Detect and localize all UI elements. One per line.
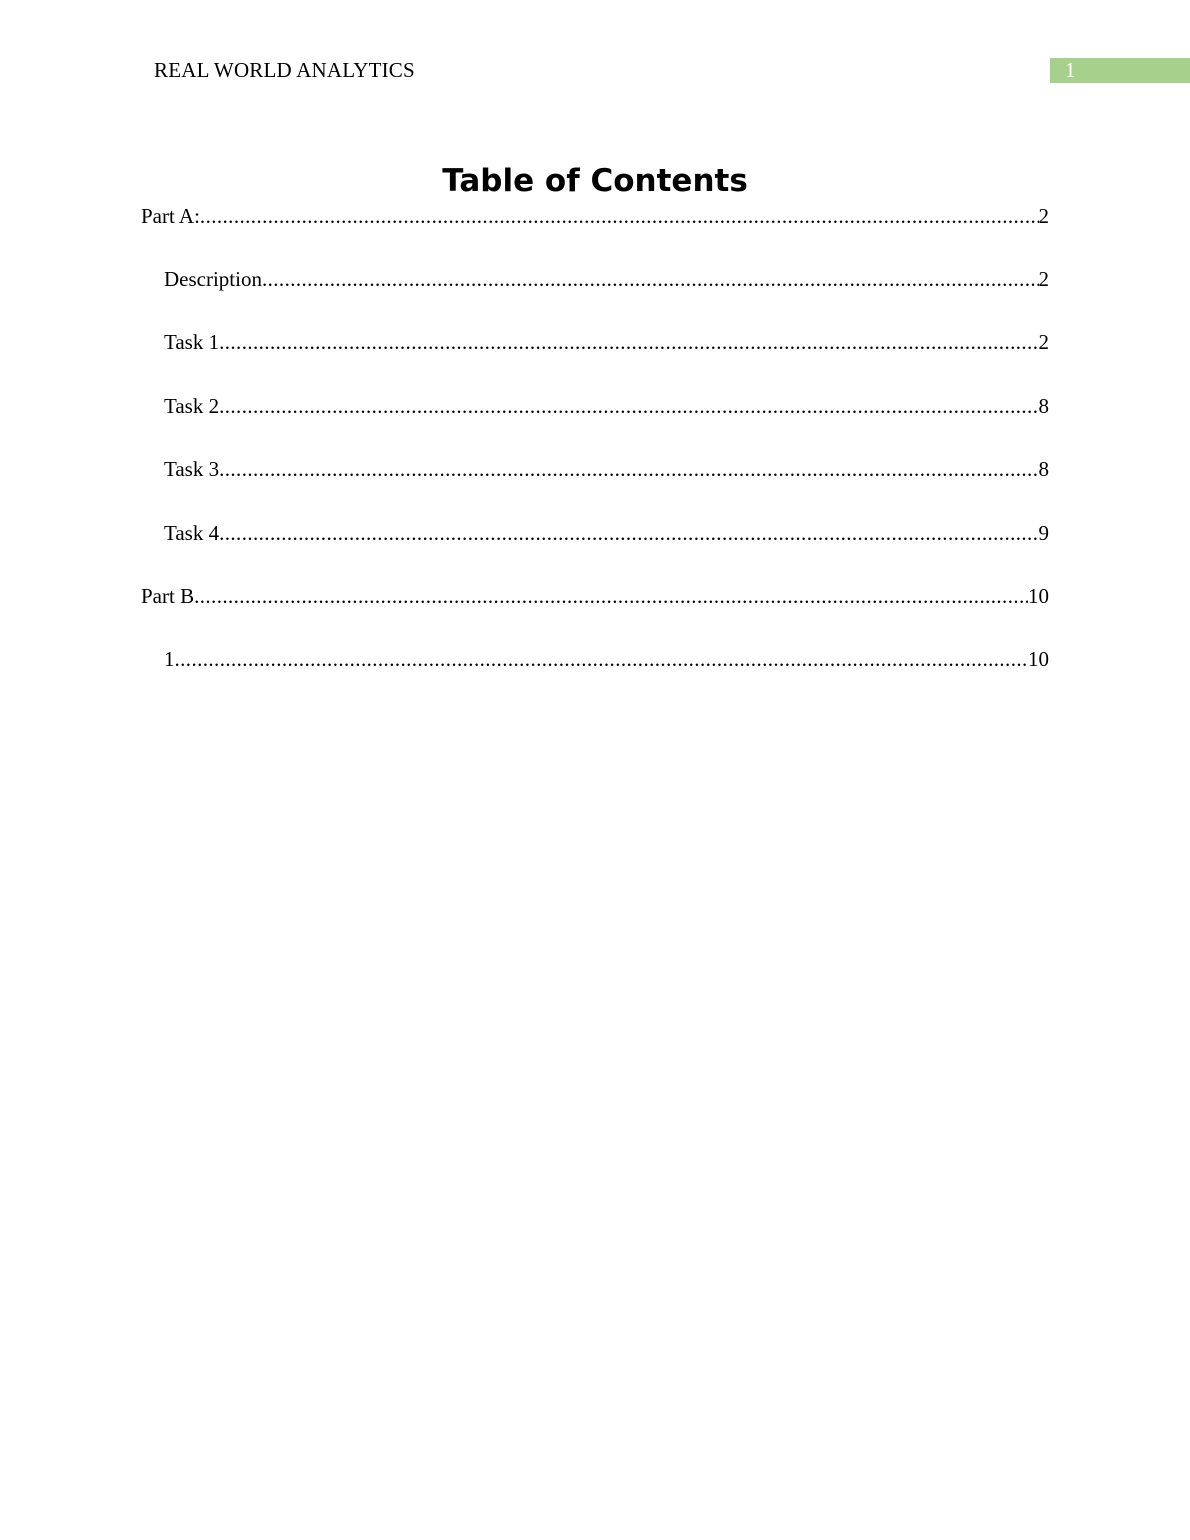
- toc-entry-page: 8: [1038, 394, 1049, 418]
- toc-entry-label: Task 2: [164, 394, 220, 418]
- toc-dot-leader: [219, 519, 1038, 547]
- toc-entry-page: 9: [1038, 521, 1049, 545]
- toc-entry-page: 10: [1028, 647, 1049, 671]
- toc-dot-leader: [200, 202, 1039, 230]
- toc-entry-label: Task 4: [164, 521, 220, 545]
- toc-entry-task-3[interactable]: [164, 455, 1049, 483]
- toc-title: Table of Contents: [442, 163, 748, 199]
- toc-entry-page: 10: [1028, 584, 1049, 608]
- toc-entry-label: 1: [164, 647, 175, 671]
- toc-entry-label: Description: [164, 267, 262, 291]
- page-number: 1: [1065, 58, 1076, 82]
- toc-entry-label: Task 3: [164, 457, 220, 481]
- toc-dot-leader: [219, 328, 1038, 356]
- toc-entry-1[interactable]: [164, 645, 1049, 673]
- toc-entry-part-b[interactable]: [141, 582, 1049, 610]
- toc-dot-leader: [175, 645, 1029, 673]
- toc-entry-description[interactable]: [164, 265, 1049, 293]
- toc-entry-label: Task 1: [164, 330, 220, 354]
- toc-entry-label: Part B: [141, 584, 195, 608]
- toc-entry-task-1[interactable]: [164, 328, 1049, 356]
- toc-entry-page: 2: [1038, 330, 1049, 354]
- toc-entry-part-a[interactable]: [141, 202, 1049, 230]
- toc-dot-leader: [219, 392, 1038, 420]
- toc-entry-task-4[interactable]: [164, 519, 1049, 547]
- toc-entry-label: Part A:: [141, 204, 200, 228]
- toc-dot-leader: [194, 582, 1028, 610]
- toc-dot-leader: [219, 455, 1038, 483]
- running-head: REAL WORLD ANALYTICS: [154, 58, 415, 82]
- toc-entry-page: 8: [1038, 457, 1049, 481]
- toc-dot-leader: [262, 265, 1039, 293]
- toc-entry-task-2[interactable]: [164, 392, 1049, 420]
- toc-entry-page: 2: [1038, 204, 1049, 228]
- toc-entry-page: 2: [1038, 267, 1049, 291]
